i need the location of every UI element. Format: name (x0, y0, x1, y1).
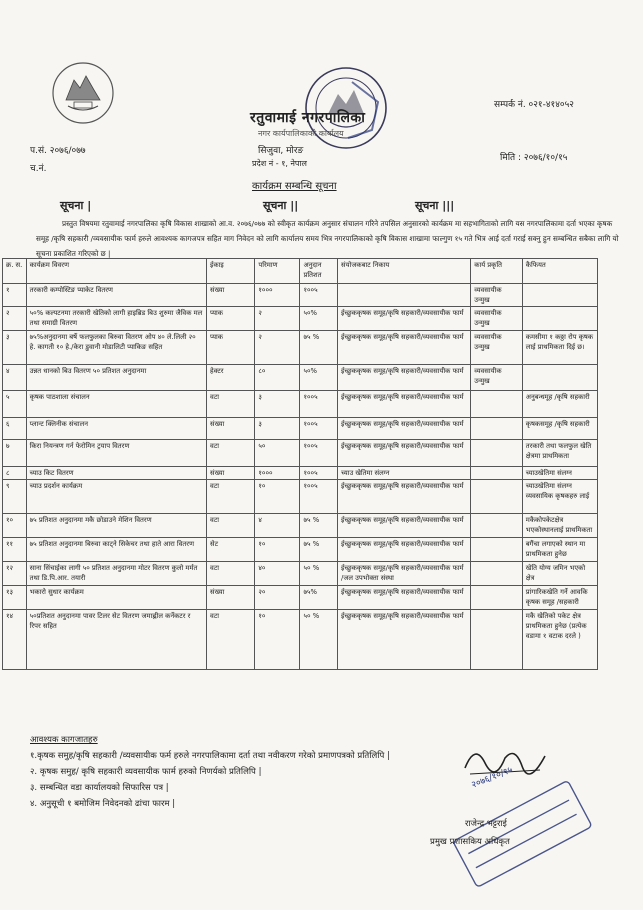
cell-party: ईच्छुककृषक समूह/कृषि सहकारी/व्यवसायीक फार्म (338, 440, 471, 467)
cell-grant: ७५ % (300, 538, 338, 562)
cell-qty: २० (255, 586, 300, 610)
cell-program: साना सिंचाईका लागी ५० प्रतिशत अनुदानमा मोटर वितरण कुलो मर्मत तथा डि.पि.आर. तयारी (26, 562, 206, 586)
table-row (3, 562, 598, 586)
cell-program: ५०प्रतिशत अनुदानमा पावर टिलर सेट वितरण जमाह्नील कर्नेकटर र रिपर सहित (26, 610, 206, 670)
cell-nature: व्यवसायीक उन्मुख (471, 284, 523, 307)
cell-no: ७ (3, 440, 27, 467)
cell-remark: कमसीमा १ कठ्ठा रोप कृषक लाई प्राथमिकता दिई छ। (522, 331, 597, 365)
cell-program: कृषक पाठशाला संचालन (26, 391, 206, 418)
cell-program: ५०% कल्पटनमा तरकारी खेतिको लागी हाइब्रिड बिउ शुरुमा जैविक मल तथा समाग्री वितरण (26, 307, 206, 331)
cell-nature (471, 480, 523, 514)
cell-no: ३ (3, 331, 27, 365)
cell-grant: ५० % (300, 562, 338, 586)
col-header-nature: कार्य प्रकृति (471, 259, 523, 284)
cell-party: ईच्छुककृषक समूह/कृषि सहकारी/व्यवसायीक फार्म (338, 418, 471, 440)
cell-remark (522, 284, 597, 307)
cell-remark: प्रांगारिकखेति गर्ने आवकि कृषक समूह /सहकारी (522, 586, 597, 610)
cell-unit: वटा (207, 562, 255, 586)
cell-unit: प्याक (207, 307, 255, 331)
cell-remark: बगैंचा लगाएको स्थान मा प्राथमिकता हुनेछ (522, 538, 597, 562)
table-row (3, 514, 598, 538)
intro-paragraph: प्रस्तुत विषयमा रतुवामाई नगरपालिका कृषि विकास शाखाको आ.व. २०७६/०७७ को स्वीकृत कार्यक्रम अनुसार संचालन गरिने तपसिल अनुसारको कार्यक्रम मा सहभागिताको लागि यस नगरपालिकामा दर्ता भएका कृषक समूह /कृषि सहकारी /व्यवसायीक फार्म हरुले आवश्यक कागजपत्र सहित माग निवेदन को लागि कार्यालय समय भित्र नगरपालिकाको कृषि विकास शाखामा फाल्गुण १५ गते भित्र आई दर्ता गराई सक्नु हुन सम्बन्धित सबैका लागि यो सूचना प्रकाशित गरिएको छ | (36, 219, 619, 258)
cell-party: ईच्छुककृषक समूह/कृषि सहकारी/व्यवसायीक फार्म /जल उपभोक्ता संस्था (338, 562, 471, 586)
cell-unit: वटा (207, 480, 255, 514)
cell-remark: अनुबन्धमूह /कृषि सहकारी (522, 391, 597, 418)
col-header-qty: परिमाण (255, 259, 300, 284)
cell-unit: वटा (207, 610, 255, 670)
cell-program: भकारो सुधार कार्यक्रम (26, 586, 206, 610)
col-header-program: कार्यक्रम विवरण (26, 259, 206, 284)
cell-qty: ८० (255, 365, 300, 391)
signatory-name: राजेन्द्र भट्टराई (465, 819, 507, 829)
cell-no: १३ (3, 586, 27, 610)
cell-no: १ (3, 284, 27, 307)
doc-item-1: १.कृषक समुह/कृषि सहकारी /व्यवसायीक फर्म हरुले नगरपालिकामा दर्ता तथा नवीकरण गरेको प्रमाणपत्रको प्रतिलिपि | (30, 751, 390, 761)
cell-no: १० (3, 514, 27, 538)
cell-qty: १००० (255, 467, 300, 480)
cell-remark: च्याउखेतिमा संलग्न व्यवसायिक कृषकहरु लाई (522, 480, 597, 514)
cell-nature (471, 391, 523, 418)
cell-nature (471, 562, 523, 586)
cell-program: किरा नियन्त्रण गर्न फेरोमिन ट्रयाप वितरण (26, 440, 206, 467)
doc-item-4: ४. अनुसूची १ बमोजिम निवेदनको ढांचा फारम | (30, 799, 176, 809)
cell-program: तरकारी कम्पोस्टिङ प्याकेट वितरण (26, 284, 206, 307)
cell-party: ईच्छुककृषक समूह/कृषि सहकारी/व्यवसायीक फार्म (338, 331, 471, 365)
cell-nature: व्यवसायीक उन्मुख (471, 307, 523, 331)
dispatch-number: च.नं. (30, 164, 47, 174)
doc-item-3: ३. सम्बन्धित वडा कार्यालयको सिफारिस पत्र | (30, 783, 169, 793)
cell-unit: वटा (207, 391, 255, 418)
cell-program: ७५%अनुदानमा बर्षे फलफुलका बिरुवा वितरण ओप ४० ले.लिली २० हे. कागती १० हे./केरा डुवानी मोडालिटी प्याकिङ सहित (26, 331, 206, 365)
cell-qty: ४ (255, 514, 300, 538)
cell-remark: खेति योग्य जमिन भएको क्षेत्र (522, 562, 597, 586)
cell-nature (471, 610, 523, 670)
table-row (3, 418, 598, 440)
cell-remark: च्याउखेतिमा संलग्न (522, 467, 597, 480)
table-row (3, 331, 598, 365)
cell-grant: ५०% (300, 307, 338, 331)
cell-program: ७५ प्रतिशत अनुदानमा मकै छोडाउने मेशिन वितरण (26, 514, 206, 538)
cell-nature (471, 586, 523, 610)
suchana-1: सूचना | (60, 199, 92, 212)
cell-remark: मकैकोपकेटक्षेत्र भएकोस्थानलाई प्राथमिकता (522, 514, 597, 538)
doc-item-2: २. कृषक समुह/ कृषि सहकारी व्यवसायीक फार्म हरुको निणर्यको प्रतिलिपि | (30, 767, 262, 777)
cell-qty: १० (255, 538, 300, 562)
cell-no: ५ (3, 391, 27, 418)
cell-qty: १००० (255, 284, 300, 307)
cell-party (338, 284, 471, 307)
cell-party: ईच्छुककृषक समूह/कृषि सहकारी/व्यवसायीक फार्म (338, 538, 471, 562)
cell-nature (471, 538, 523, 562)
cell-qty: ४० (255, 562, 300, 586)
cell-program: च्याउ प्रदर्शन कार्यक्रम (26, 480, 206, 514)
cell-qty: १० (255, 480, 300, 514)
letter-number: प.सं. २०७६/०७७ (30, 146, 86, 156)
cell-qty: ३ (255, 418, 300, 440)
table-row (3, 307, 598, 331)
table-row (3, 365, 598, 391)
cell-qty: १० (255, 610, 300, 670)
cell-grant: १००५ (300, 418, 338, 440)
cell-nature (471, 514, 523, 538)
table-row (3, 467, 598, 480)
cell-no: ११ (3, 538, 27, 562)
cell-party: च्याउ खेतिमा संलग्न (338, 467, 471, 480)
cell-remark: तरकारी तथा फलफुल खेति क्षेत्रमा प्राथमिकता (522, 440, 597, 467)
cell-no: १२ (3, 562, 27, 586)
notice-title: कार्यक्रम सम्बन्धि सूचना (252, 181, 337, 192)
cell-grant: ७५% (300, 586, 338, 610)
org-address: सिजुवा, मोरङ (258, 146, 304, 156)
cell-remark: मकै खेतिको पकेट क्षेत्र प्राथमिकता हुनेछ (प्रत्येक वडामा १ वटाक दरले ) (522, 610, 597, 670)
cell-unit: संख्या (207, 467, 255, 480)
cell-grant: ७५ % (300, 331, 338, 365)
stamp-date: २०७६/१०/१५ (470, 765, 515, 791)
cell-unit: वटा (207, 514, 255, 538)
cell-grant: १००५ (300, 480, 338, 514)
cell-unit: सेट (207, 538, 255, 562)
nepal-emblem-icon (48, 58, 118, 128)
cell-unit: संख्या (207, 586, 255, 610)
cell-grant: ५०% (300, 365, 338, 391)
table-row (3, 538, 598, 562)
cell-nature (471, 440, 523, 467)
table-row (3, 610, 598, 670)
org-province: प्रदेश नं - १, नेपाल (252, 159, 307, 168)
cell-grant: ५० % (300, 610, 338, 670)
suchana-2: सूचना || (263, 199, 299, 212)
cell-nature (471, 467, 523, 480)
cell-unit: संख्या (207, 284, 255, 307)
table-row (3, 440, 598, 467)
cell-remark (522, 365, 597, 391)
cell-remark (522, 307, 597, 331)
col-header-party: संयोजकबाट निकाय (338, 259, 471, 284)
cell-remark: कृषकसमूह /कृषि सहकारी (522, 418, 597, 440)
cell-unit: हेक्टर (207, 365, 255, 391)
cell-grant: १००५ (300, 391, 338, 418)
letter-date: मिति : २०७६/१०/१५ (500, 153, 568, 163)
cell-no: ६ (3, 418, 27, 440)
suchana-3: सूचना ||| (415, 199, 455, 212)
cell-unit: प्याक (207, 331, 255, 365)
cell-nature (471, 418, 523, 440)
table-row (3, 480, 598, 514)
cell-party: ईच्छुककृषक समूह/कृषि सहकारी/व्यवसायीक फार्म (338, 514, 471, 538)
cell-no: २ (3, 307, 27, 331)
cell-unit: संख्या (207, 418, 255, 440)
cell-grant: १००५ (300, 467, 338, 480)
cell-program: प्लान्ट क्लिनीक संचालन (26, 418, 206, 440)
cell-grant: १००५ (300, 284, 338, 307)
docs-title: आवश्यक कागजातहरु (30, 735, 98, 745)
col-header-unit: ईकाइ (207, 259, 255, 284)
cell-party: ईच्छुककृषक समूह/कृषि सहकारी/व्यवसायीक फार्म (338, 610, 471, 670)
org-name: रतुवामाई नगरपालिका (250, 110, 366, 126)
table-row (3, 284, 598, 307)
cell-nature: व्यवसायीक उन्मुख (471, 331, 523, 365)
cell-program: च्याउ किट वितरण (26, 467, 206, 480)
cell-party: ईच्छुककृषक समूह/कृषि सहकारी/व्यवसायीक फार्म (338, 365, 471, 391)
cell-qty: ३ (255, 391, 300, 418)
cell-party: ईच्छुककृषक समूह/कृषि सहकारी/व्यवसायीक फार्म (338, 586, 471, 610)
cell-party: ईच्छुककृषक समूह/कृषि सहकारी/व्यवसायीक फार्म (338, 307, 471, 331)
col-header-remark: कैफियत (522, 259, 597, 284)
col-header-grant: अनुदान प्रतिशत (300, 259, 338, 284)
cell-qty: ५० (255, 440, 300, 467)
cell-no: ८ (3, 467, 27, 480)
org-office: नगर कार्यपालिकाको कार्यालय (258, 129, 344, 138)
cell-nature: व्यवसायीक उन्मुख (471, 365, 523, 391)
cell-unit: वटा (207, 440, 255, 467)
cell-no: ४ (3, 365, 27, 391)
cell-program: ७५ प्रतिशत अनुदानमा बिरुवा काट्ने सिकेचर तथा हाते आरा वितरण (26, 538, 206, 562)
cell-qty: २ (255, 307, 300, 331)
official-stamp-icon (437, 778, 607, 888)
cell-party: ईच्छुककृषक समूह/कृषि सहकारी/व्यवसायीक फार्म (338, 480, 471, 514)
cell-qty: २ (255, 331, 300, 365)
cell-program: उन्नत धानको बिउ वितरण ५० प्रतिशत अनुदानमा (26, 365, 206, 391)
table-header-row (3, 259, 598, 284)
table-row (3, 391, 598, 418)
cell-party: ईच्छुककृषक समूह/कृषि सहकारी/व्यवसायीक फार्म (338, 391, 471, 418)
cell-no: १४ (3, 610, 27, 670)
signatory-designation: प्रमुख प्रशासकिय अधिकृत (430, 837, 510, 847)
program-table (2, 258, 598, 670)
col-header-no: क्र. स. (3, 259, 27, 284)
table-row (3, 586, 598, 610)
cell-grant: ७५ % (300, 514, 338, 538)
cell-grant: १००५ (300, 440, 338, 467)
contact-number: सम्पर्क नं. ०२१-४१४०५२ (494, 100, 574, 110)
cell-no: ९ (3, 480, 27, 514)
